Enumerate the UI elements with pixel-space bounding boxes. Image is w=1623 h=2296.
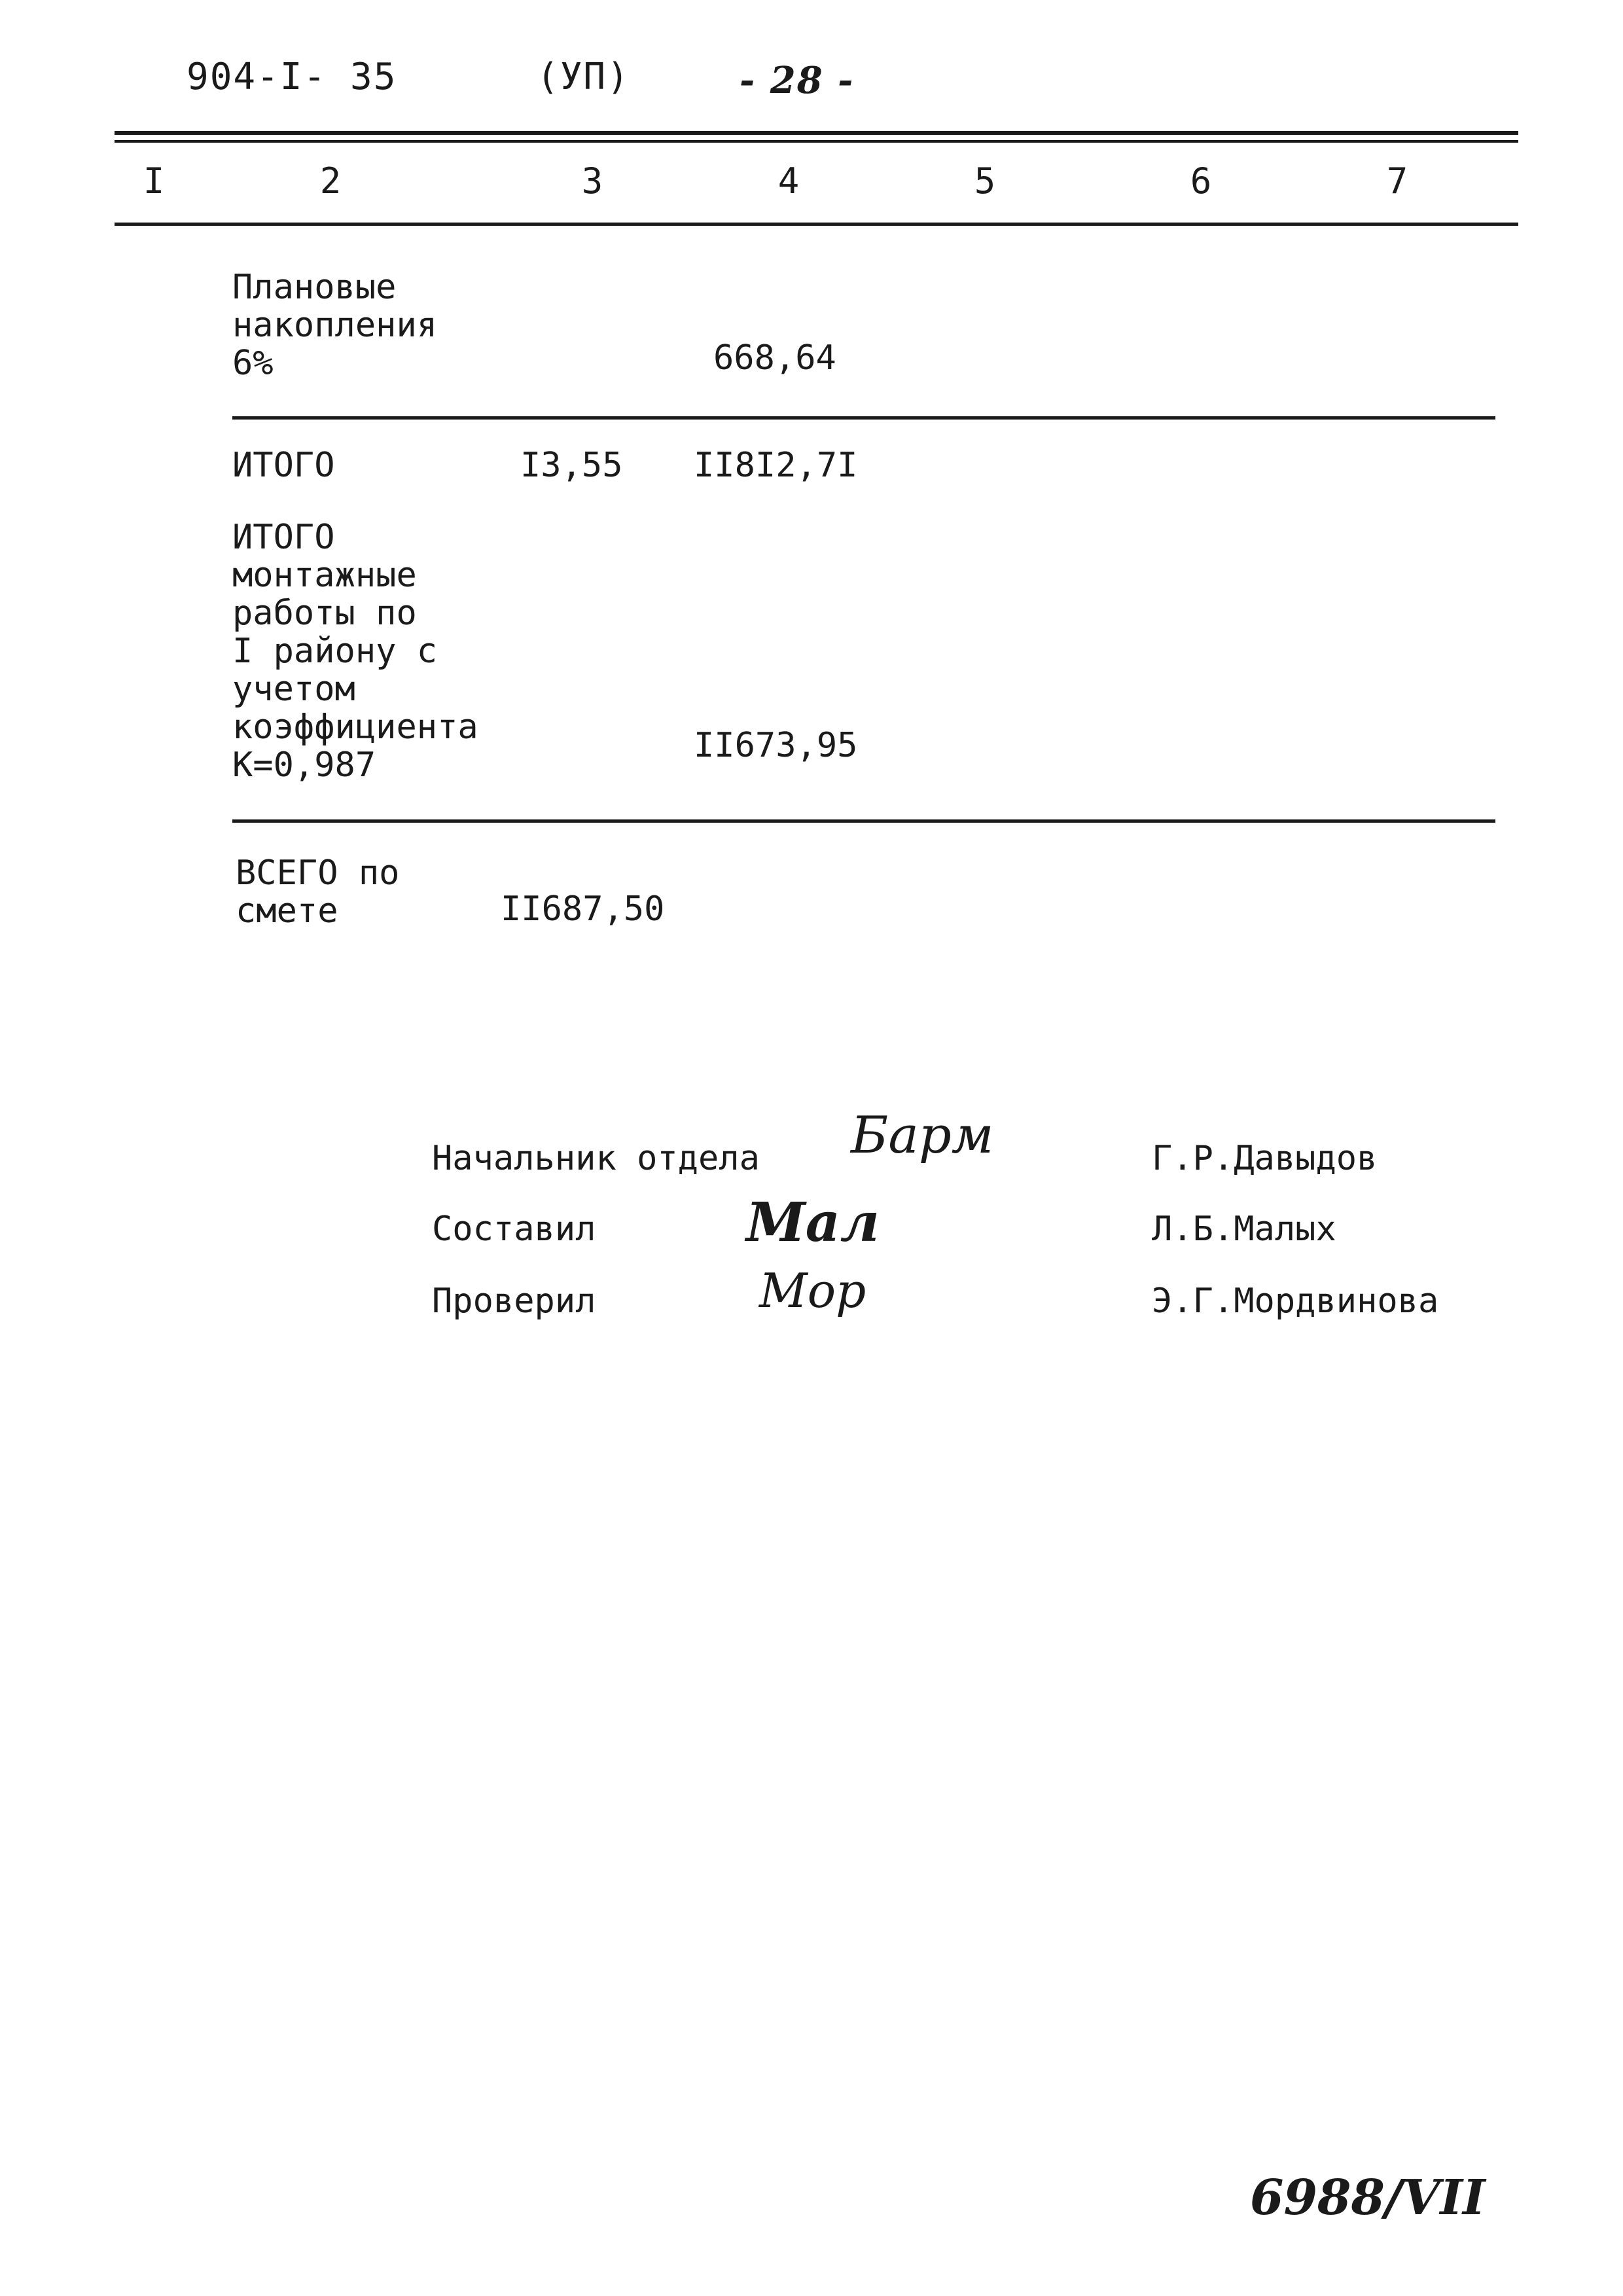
row-separator xyxy=(232,819,1495,823)
album-number: (УП) xyxy=(537,56,630,98)
signature-image: Барм xyxy=(851,1106,994,1165)
signature-role: Начальник отдела xyxy=(432,1139,760,1178)
signature-role: Составил xyxy=(432,1210,596,1249)
document-code: 904-I- 35 xyxy=(187,56,397,98)
signature-name: Г.Р.Давыдов xyxy=(1152,1139,1378,1178)
row-value-col4: 668,64 xyxy=(713,338,836,378)
row-label: ИТОГО xyxy=(232,446,335,485)
column-header-rule xyxy=(115,223,1518,226)
signature-name: Э.Г.Мордвинова xyxy=(1152,1282,1439,1321)
row-separator xyxy=(232,416,1495,420)
row-label: ИТОГО монтажные работы по I району с учетом коэффициента К=0,987 xyxy=(232,518,478,785)
row-value-col3: II687,50 xyxy=(501,889,665,929)
row-value-col3: I3,55 xyxy=(520,446,623,485)
inventory-stamp: 6988/VII xyxy=(1250,2170,1486,2226)
header-rule-second xyxy=(115,140,1518,143)
column-number: 5 xyxy=(974,160,996,202)
column-number: 3 xyxy=(581,160,603,202)
header-rule-top xyxy=(115,131,1518,135)
row-label: Плановые накопления 6% xyxy=(232,268,438,383)
row-value-col4: II8I2,7I xyxy=(694,446,858,485)
column-number: I xyxy=(143,160,165,202)
column-number: 7 xyxy=(1386,160,1408,202)
row-value-col4: II673,95 xyxy=(694,726,858,765)
column-number: 2 xyxy=(319,160,342,202)
signature-image: Мор xyxy=(759,1263,866,1318)
page-number: - 28 - xyxy=(740,59,855,102)
row-label: ВСЕГО по смете xyxy=(236,853,400,931)
signature-image: Мал xyxy=(746,1191,880,1254)
signature-name: Л.Б.Малых xyxy=(1152,1210,1336,1249)
column-number: 4 xyxy=(777,160,800,202)
column-number: 6 xyxy=(1190,160,1212,202)
signature-role: Проверил xyxy=(432,1282,596,1321)
